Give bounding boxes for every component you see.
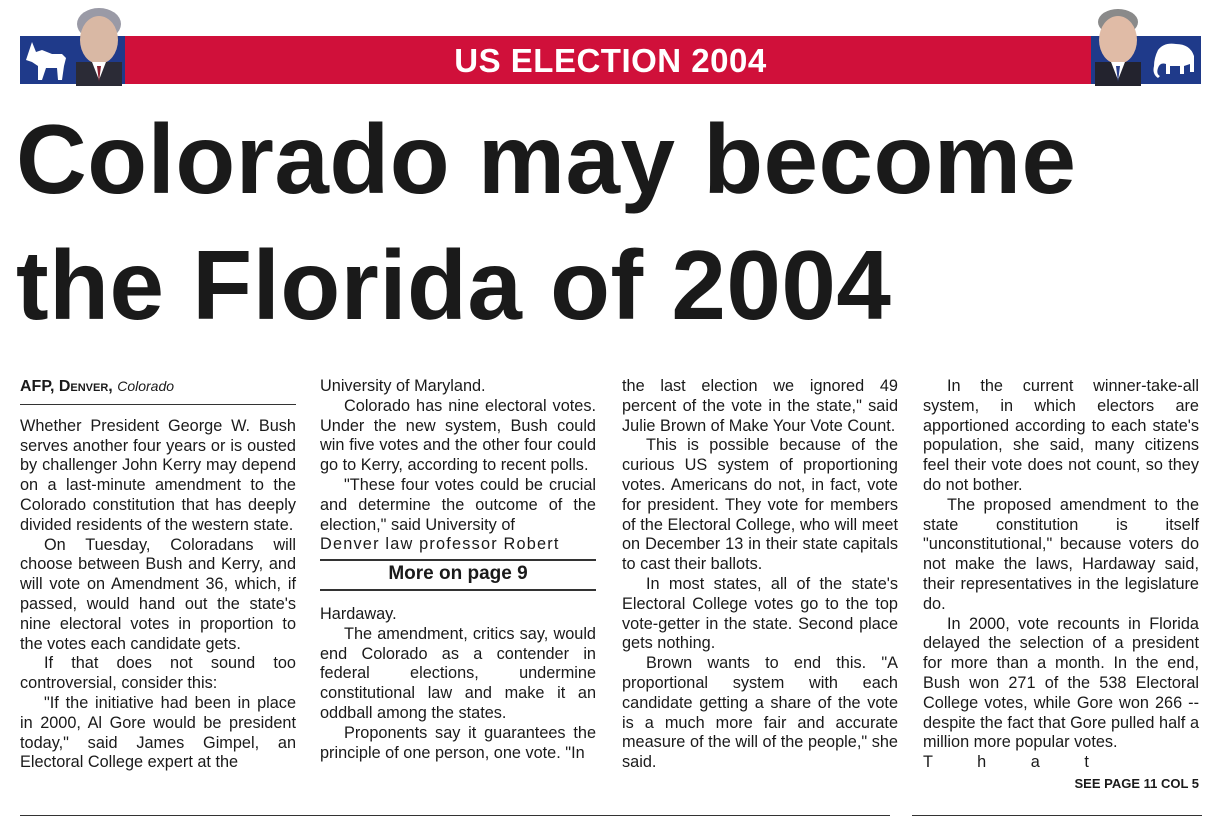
- republican-elephant-icon: [1150, 40, 1198, 82]
- paragraph: Denver law professor Robert: [320, 535, 560, 554]
- paragraph: The amendment, critics say, would end Colorado as a contender in federal elections, undermine constitutional law and make it an oddball among the states.: [320, 624, 596, 722]
- article-column-4: [923, 377, 1199, 794]
- banner-title: US ELECTION 2004: [454, 42, 767, 79]
- byline: [20, 377, 296, 405]
- paragraph: the last election we ignored 49 percent of the vote in the state," said Julie Brown of Make Your Vote Count.: [622, 377, 898, 435]
- paragraph: If that does not sound too controversial, consider this:: [20, 654, 296, 693]
- election-banner: [20, 36, 1201, 84]
- article-column-1: [20, 377, 296, 773]
- paragraph: University of Maryland.: [320, 377, 486, 395]
- paragraph: Colorado has nine electoral votes. Under the new system, Bush could win five votes and the other four could go to Kerry, according to recent polls.: [320, 396, 596, 475]
- paragraph: Hardaway.: [320, 604, 397, 623]
- paragraph: In most states, all of the state's Electoral College votes go to the top vote-getter in the state. Second place gets nothing.: [622, 574, 898, 653]
- kerry-portrait: [68, 4, 130, 86]
- paragraph: In the current winner-take-all system, in which electors are apportioned according to each state's population, she said, many citizens feel their vote does not count, so they do not bother.: [923, 377, 1199, 494]
- headline-line-1: Colorado may become: [16, 104, 1077, 214]
- paragraph: "These four votes could be crucial and determine the outcome of the election," said University of: [320, 475, 596, 534]
- bottom-rule: [20, 815, 890, 816]
- paragraph: "If the initiative had been in place in 2000, Al Gore would be president today," said James Gimpel, an Electoral College expert at the: [20, 693, 296, 772]
- paragraph: This is possible because of the curious US system of proportioning votes. Americans do not, in fact, vote for president. They vote for members of the Electoral College, who will meet on December 13 in their state capitals to cast their ballots.: [622, 436, 898, 574]
- see-page-link[interactable]: SEE PAGE 11 COL 5: [1074, 775, 1199, 791]
- byline-state: Colorado: [117, 378, 175, 394]
- headline-line-2: the Florida of 2004: [16, 230, 892, 340]
- paragraph: In 2000, vote recounts in Florida delayed the selection of a president for more than a month. In the end, Bush won 271 of the 538 Electoral College votes, while Gore won 266 -- despite the fact that Gore pulled half a million more popular votes.: [923, 614, 1199, 752]
- paragraph: The proposed amendment to the state constitution is itself "unconstitutional," because voters do not make the laws, Hardaway said, their representatives in the legislature do.: [923, 495, 1199, 613]
- democrat-donkey-icon: [22, 40, 70, 82]
- paragraph: Proponents say it guarantees the principle of one person, one vote. "In: [320, 723, 596, 762]
- article-column-3: [622, 377, 898, 773]
- paragraph: T h a t: [923, 753, 1089, 772]
- bush-portrait: [1087, 4, 1149, 86]
- paragraph: Brown wants to end this. "A proportional system with each candidate getting a share of the vote is a much more fair and accurate measure of the will of the people," she said.: [622, 654, 898, 772]
- paragraph: Whether President George W. Bush serves another four years or is ousted by challenger John Kerry may depend on a last-minute amendment to the Colorado constitution that has deeply divided residents of the western state.: [20, 416, 296, 534]
- more-on-page-link[interactable]: More on page 9: [320, 559, 596, 591]
- bottom-rule-right: [912, 815, 1202, 816]
- byline-city: Denver,: [58, 378, 113, 395]
- article-column-2: [320, 377, 596, 763]
- article-headline: [16, 96, 1206, 348]
- byline-agency: AFP,: [20, 378, 55, 395]
- paragraph: On Tuesday, Coloradans will choose between Bush and Kerry, and will vote on Amendment 36, which, if passed, would hand out the state's nine electoral votes in proportion to the votes each candidate gets.: [20, 535, 296, 653]
